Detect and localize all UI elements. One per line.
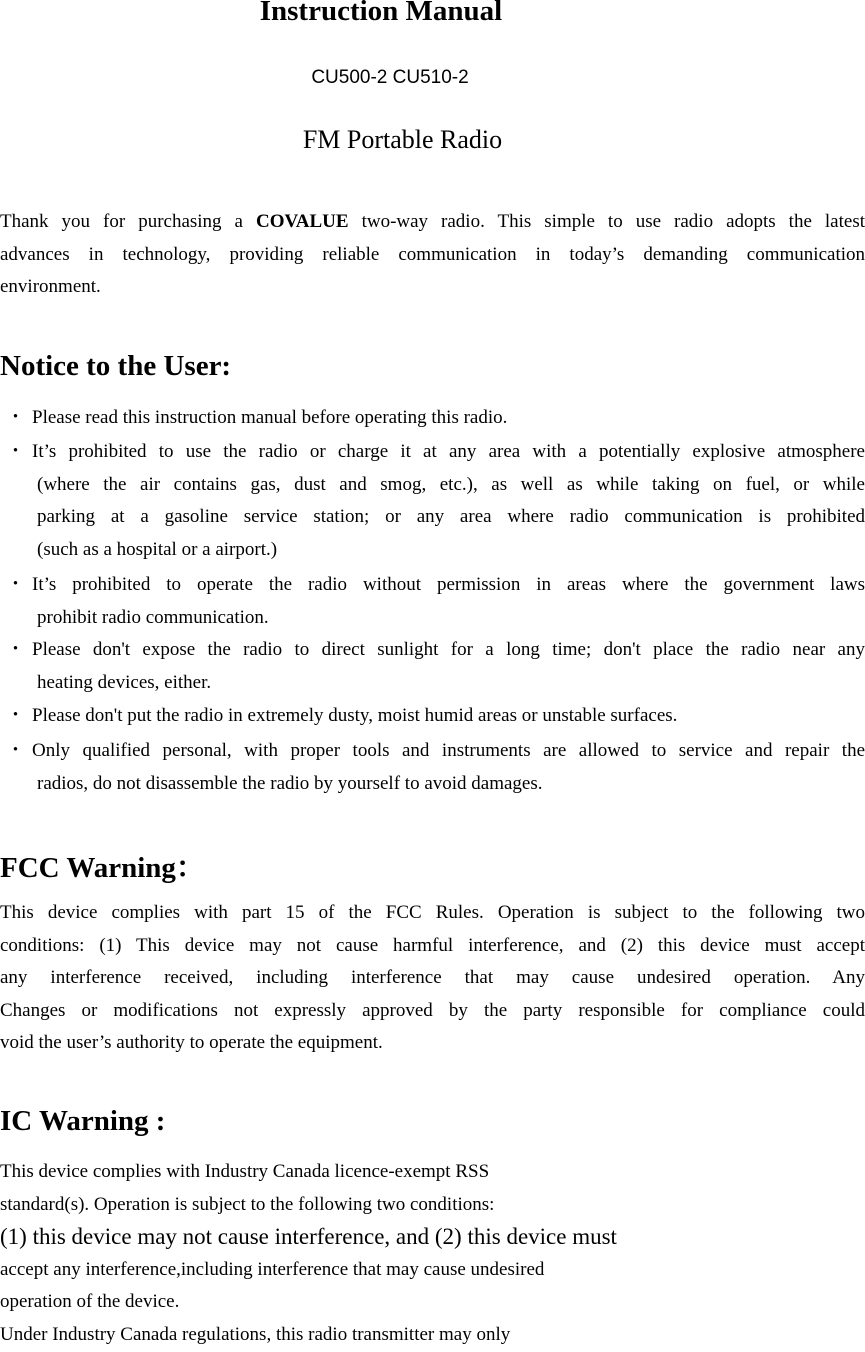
bullet-icon: ・ xyxy=(6,441,26,462)
bullet-icon: ・ xyxy=(6,574,26,595)
fcc-heading: FCC Warning： xyxy=(0,852,205,884)
manual-title: Instruction Manual xyxy=(259,0,503,27)
fcc-line: This device complies with part 15 of the FCC Rules. Operation is subject to the following two xyxy=(0,902,865,923)
ic-line: operation of the device. xyxy=(0,1291,180,1313)
bullet-icon: ・ xyxy=(6,639,26,660)
ic-line: This device complies with Industry Canada licence-exempt RSS xyxy=(0,1161,490,1182)
list-item: ・ Please read this instruction manual before operating this radio. xyxy=(0,402,865,435)
intro-paragraph xyxy=(0,206,865,304)
notice-heading: Notice to the User: xyxy=(0,350,232,382)
list-item: ・ It’s prohibited to use the radio or charge it at any area with a potentially explosive atmosphere (where the air contains gas, dust and smog, etc.), as well as while taking on fuel, or while parking at a gasoline service station; or any area where radio communication is prohibited (such as a hospital or a airport.) xyxy=(0,436,865,566)
bullet-icon: ・ xyxy=(6,740,26,761)
fcc-line: conditions: (1) This device may not cause harmful interference, and (2) this device must accept xyxy=(0,934,865,956)
ic-line: Under Industry Canada regulations, this radio transmitter may only xyxy=(0,1323,511,1345)
list-item: ・ Please don't expose the radio to direct sunlight for a long time; don't place the radio near any heating devices, either. xyxy=(0,634,865,699)
fcc-line: any interference received, including interference that may cause undesired operation. Any xyxy=(0,967,865,989)
ic-line: (1) this device may not cause interference, and (2) this device must xyxy=(0,1224,617,1250)
brand-name: COVALUE xyxy=(256,211,349,232)
list-item: ・ Only qualified personal, with proper tools and instruments are allowed to service and repair the radios, do not disassemble the radio by yourself to avoid damages. xyxy=(0,735,865,800)
fcc-paragraph xyxy=(0,897,865,1060)
intro-line: Thank you for purchasing a COVALUE two-way radio. This simple to use radio adopts the latest xyxy=(0,211,865,232)
ic-heading: IC Warning : xyxy=(0,1105,166,1137)
list-item: ・ Please don't put the radio in extremely dusty, moist humid areas or unstable surfaces. xyxy=(0,700,865,733)
intro-line: advances in technology, providing reliable communication in today’s demanding communication xyxy=(0,243,865,265)
product-name: FM Portable Radio xyxy=(302,125,503,154)
bullet-icon: ・ xyxy=(6,407,26,428)
ic-line: accept any interference,including interference that may cause undesired xyxy=(0,1258,545,1280)
intro-line: environment. xyxy=(0,276,101,298)
ic-paragraph xyxy=(0,1156,617,1352)
fcc-line: void the user’s authority to operate the equipment. xyxy=(0,1032,383,1054)
model-numbers: CU500-2 CU510-2 xyxy=(311,67,469,88)
fcc-line: Changes or modifications not expressly approved by the party responsible for compliance could xyxy=(0,999,865,1021)
bullet-icon: ・ xyxy=(6,705,26,726)
ic-line: standard(s). Operation is subject to the following two conditions: xyxy=(0,1193,495,1215)
list-item: ・ It’s prohibited to operate the radio without permission in areas where the government laws prohibit radio communication. xyxy=(0,569,865,634)
